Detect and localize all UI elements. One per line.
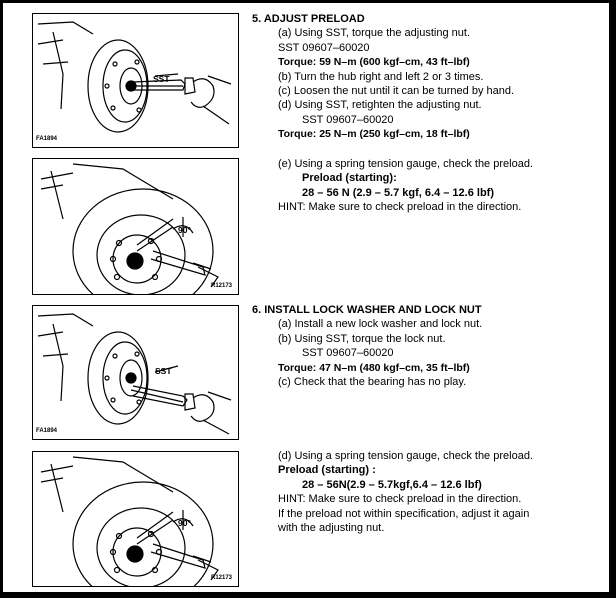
sst-number: SST 09607–60020 xyxy=(278,41,370,54)
callout-label: SST xyxy=(153,74,170,84)
step-text: (a) Using SST, torque the adjusting nut. xyxy=(278,27,470,40)
figure-sst-adjusting-nut xyxy=(32,13,239,148)
hint-text: HINT: Make sure to check preload in the direction. xyxy=(278,201,522,214)
section6-steps xyxy=(252,303,482,389)
hub-wrench-illustration xyxy=(33,306,238,439)
torque-spec: Torque: 25 N–m (250 kgf–cm, 18 ft–lbf) xyxy=(278,128,470,141)
section5-preload xyxy=(252,157,533,215)
step-text: (d) Using SST, retighten the adjusting nut. xyxy=(278,99,482,112)
hint-text: HINT: Make sure to check preload in the direction. xyxy=(278,493,522,506)
torque-spec: Torque: 47 N–m (480 kgf–cm, 35 ft–lbf) xyxy=(278,361,470,374)
note-text: If the preload not within specification, adjust it again xyxy=(278,507,530,520)
step-text: (d) Using a spring tension gauge, check the preload. xyxy=(278,450,533,462)
figure-sst-lock-nut xyxy=(32,305,239,440)
step-text: (b) Turn the hub right and left 2 or 3 times. xyxy=(278,70,484,83)
note-text: with the adjusting nut. xyxy=(278,522,385,535)
sst-number: SST 09607–60020 xyxy=(302,347,394,360)
figure-code: R12173 xyxy=(211,283,233,289)
section5-steps xyxy=(252,12,514,142)
step-text: (a) Install a new lock washer and lock nut. xyxy=(278,318,483,331)
preload-value: 28 – 56N(2.9 – 5.7kgf,6.4 – 12.6 lbf) xyxy=(302,478,482,491)
preload-label: Preload (starting): xyxy=(302,172,397,185)
torque-spec: Torque: 59 N–m (600 kgf–cm, 43 ft–lbf) xyxy=(278,56,470,69)
step-text: (b) Using SST, torque the lock nut. xyxy=(278,332,446,345)
figure-code: FA1894 xyxy=(36,428,58,434)
figure-tension-gauge xyxy=(32,451,239,587)
section5-heading: 5. ADJUST PRELOAD xyxy=(252,13,365,25)
hub-gauge-illustration xyxy=(33,452,238,586)
hub-gauge-illustration xyxy=(33,159,238,294)
hub-wrench-illustration xyxy=(33,14,238,147)
figure-code: R12173 xyxy=(211,575,233,581)
callout-label: 90° xyxy=(178,518,191,528)
section6-preload xyxy=(252,449,533,535)
step-text: (c) Loosen the nut until it can be turned by hand. xyxy=(278,85,515,98)
figure-tension-gauge xyxy=(32,158,239,295)
preload-label: Preload (starting) : xyxy=(278,464,376,477)
figure-code: FA1894 xyxy=(36,136,58,142)
callout-label: 90° xyxy=(178,225,191,235)
callout-label: SST xyxy=(155,366,172,376)
sst-number: SST 09607–60020 xyxy=(302,113,394,126)
step-text: (c) Check that the bearing has no play. xyxy=(278,376,467,389)
step-text: (e) Using a spring tension gauge, check the preload. xyxy=(278,158,533,170)
manual-page xyxy=(3,3,609,592)
preload-value: 28 – 56 N (2.9 – 5.7 kgf, 6.4 – 12.6 lbf) xyxy=(302,186,494,199)
section6-heading: 6. INSTALL LOCK WASHER AND LOCK NUT xyxy=(252,304,482,316)
